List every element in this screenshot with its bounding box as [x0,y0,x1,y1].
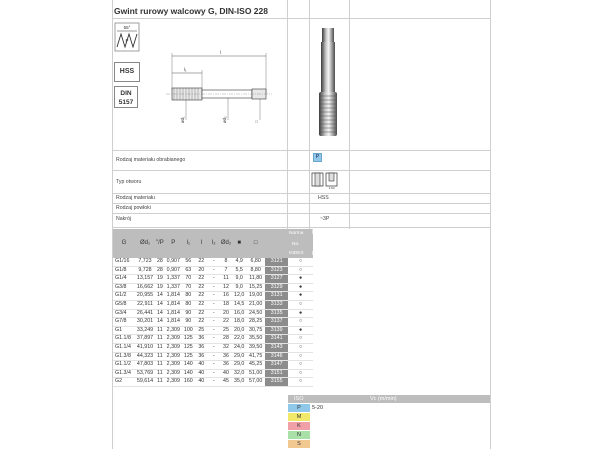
table-cell: 11 [155,378,165,387]
table-cell: ● [288,283,313,292]
table-cell: 22 [195,309,208,318]
table-cell: 22 [195,300,208,309]
table-cell: 3151 [265,369,288,378]
table-cell: 41,910 [135,343,155,352]
table-cell: 160 [182,378,195,387]
table-cell: 3155 [265,378,288,387]
table-cell: ● [288,275,313,284]
table-cell: 140 [182,369,195,378]
grid-line [112,213,490,214]
table-cell: 40 [195,378,208,387]
table-row [113,258,313,266]
table-cell: G1/4 [113,275,135,284]
table-cell: 36 [220,352,232,361]
table-cell: 90 [182,309,195,318]
dim-l1-label: l₁ [184,67,187,72]
table-cell: 16,662 [135,283,155,292]
through-hole-icon [312,173,323,186]
table-cell: 35,0 [232,378,246,387]
table-cell: 14 [155,309,165,318]
iso-row [288,431,488,439]
prop-label-chamfer: Nakrój [116,216,131,222]
table-cell: 30,201 [135,318,155,327]
blind-hole-icon [326,173,337,190]
table-cell: ○ [288,266,313,275]
table-cell: - [208,283,220,292]
table-cell: 18,0 [232,318,246,327]
table-cell: 25 [195,326,208,335]
table-row [113,352,313,361]
grid-line [112,170,490,171]
index-value: E1-131051 [312,251,338,257]
table-cell: 70 [182,275,195,284]
table-row [113,283,313,292]
table-cell: 80 [182,292,195,301]
table-cell: 3121 [265,258,288,266]
grid-line [490,0,491,449]
table-cell: 40 [195,369,208,378]
table-cell: 9,0 [232,275,246,284]
table-cell: 63 [182,266,195,275]
table-cell: 32 [220,343,232,352]
table-cell: G5/8 [113,300,135,309]
table-cell: 2,309 [165,361,182,370]
table-cell: 22,0 [232,335,246,344]
col-header-p: P [165,229,182,258]
table-cell: 22 [195,292,208,301]
table-cell: - [208,378,220,387]
dim-d1-label: ød₁ [180,116,185,123]
table-cell: 21,00 [246,300,265,309]
prop-value-chamfer: ~3P [320,216,330,222]
table-cell: 11 [155,361,165,370]
table-cell: - [208,318,220,327]
table-row [113,292,313,301]
col-header-l1: l₁ [182,229,195,258]
table-row [113,369,313,378]
table-cell: G1/2 [113,292,135,301]
col-header-g: G [113,229,135,258]
table-row [113,378,313,387]
table-cell: 3135 [265,309,288,318]
grid-line [287,0,288,229]
table-cell: 36 [195,335,208,344]
table-cell: 4,9 [232,258,246,266]
col-header-l2: l₂ [208,229,220,258]
col-header-tpi: "/P [155,229,165,258]
table-cell: ● [288,326,313,335]
table-cell: 2,309 [165,352,182,361]
table-cell: - [208,335,220,344]
dim-l-label: l [220,50,221,55]
angle-label: 55° [123,25,131,30]
table-cell: 59,614 [135,378,155,387]
table-cell: 3146 [265,352,288,361]
grid-line [112,203,490,204]
table-cell: 9,0 [232,283,246,292]
table-cell: 140 [182,361,195,370]
table-cell: 125 [182,343,195,352]
table-cell: 125 [182,335,195,344]
table-cell: 37,897 [135,335,155,344]
table-cell: 1,814 [165,300,182,309]
table-cell: 35,50 [246,335,265,344]
iso-row [288,422,488,430]
table-cell: 15,25 [246,283,265,292]
table-cell: 9,728 [135,266,155,275]
table-row [113,326,313,335]
table-cell: 39,50 [246,343,265,352]
table-cell: 20,955 [135,292,155,301]
col-header-meta [265,229,288,258]
no-label: No. [292,242,300,247]
table-cell: 28 [155,258,165,266]
table-cell: 7 [220,266,232,275]
grid-line [112,193,490,194]
table-cell: 3133 [265,300,288,309]
table-cell: 22,911 [135,300,155,309]
table-cell: 22 [195,283,208,292]
table-cell: - [208,361,220,370]
table-cell: 3141 [265,335,288,344]
iso-code: P [288,404,310,412]
hss-badge: HSS [114,62,140,82]
dim-d2-label: ød₂ [222,116,227,123]
col-header-square: ■ [232,229,246,258]
table-cell: 2,309 [165,326,182,335]
table-cell: - [208,369,220,378]
prop-label-material: Rodzaj materiału [116,195,155,201]
table-cell: 3139 [265,326,288,335]
norma-label: Norma [289,231,304,236]
table-cell: G7/8 [113,318,135,327]
table-cell: 11 [155,326,165,335]
table-cell: 22 [195,318,208,327]
table-row [113,335,313,344]
table-cell: 11 [220,275,232,284]
table-cell: ○ [288,318,313,327]
table-cell: - [208,266,220,275]
table-cell: 28 [220,335,232,344]
table-cell: 12,0 [232,292,246,301]
table-cell: 1,814 [165,309,182,318]
iso-table-header [288,395,490,403]
iso-code: K [288,422,310,430]
table-cell: 125 [182,352,195,361]
table-cell: ○ [288,369,313,378]
iso-header: ISO [294,396,304,402]
table-cell: - [208,300,220,309]
table-cell: 1,814 [165,292,182,301]
table-row [113,318,313,327]
table-cell: 14 [155,292,165,301]
table-cell: 30,75 [246,326,265,335]
table-cell: 57,00 [246,378,265,387]
table-cell: G1.1/4 [113,343,135,352]
table-row [113,300,313,309]
table-cell: 11 [155,343,165,352]
table-cell: 7,723 [135,258,155,266]
table-cell: 2,309 [165,378,182,387]
table-cell: 14 [155,318,165,327]
table-cell: 13,157 [135,275,155,284]
table-cell: 45,25 [246,361,265,370]
grid-line [112,150,490,151]
iso-code: S [288,440,310,448]
table-cell: 16,0 [232,309,246,318]
table-cell: - [208,309,220,318]
table-cell: 3127 [265,275,288,284]
table-cell: ○ [288,352,313,361]
index-label: INDEX [289,251,304,256]
tap-photo [312,24,346,146]
table-cell: G1.1/8 [113,335,135,344]
table-cell: 19 [155,283,165,292]
table-cell: 2,309 [165,343,182,352]
table-cell: 12 [220,283,232,292]
table-cell: 3143 [265,343,288,352]
table-cell: 28 [155,266,165,275]
table-cell: ○ [288,300,313,309]
table-cell: 36 [195,343,208,352]
table-cell: 24,0 [232,343,246,352]
grid-line [112,18,490,19]
table-cell: 11 [155,352,165,361]
table-cell: 33,249 [135,326,155,335]
table-cell: 2,309 [165,369,182,378]
table-cell: 100 [182,326,195,335]
table-cell: 0,907 [165,266,182,275]
norma-value: DIN-5157 [312,230,338,236]
table-cell: 1,337 [165,275,182,284]
table-cell: 20,0 [232,326,246,335]
grid-line [112,227,490,228]
table-cell: 22 [195,258,208,266]
table-cell: 70 [182,283,195,292]
table-cell: 26,441 [135,309,155,318]
table-cell: G3/8 [113,283,135,292]
table-cell: G1.1/2 [113,361,135,370]
grid-line [309,0,310,229]
din-badge [114,86,138,108]
table-cell: 16 [220,292,232,301]
col-header-d2: Ød₂ [220,229,232,258]
thread-profile-icon [114,22,140,52]
table-cell: 53,769 [135,369,155,378]
table-cell: G2 [113,378,135,387]
table-cell: 19,00 [246,292,265,301]
table-cell: - [208,352,220,361]
table-cell: ● [288,309,313,318]
prop-label-coating: Rodzaj powłoki [116,205,151,211]
table-cell: 24,50 [246,309,265,318]
prop-label-workpiece-material: Rodzaj materiału obrabianego [116,157,186,163]
vc-header: Vc (m/min) [370,396,397,402]
table-row [113,275,313,284]
table-cell: 36 [195,352,208,361]
table-cell: - [208,275,220,284]
table-cell: - [208,258,220,266]
table-cell: 8 [220,258,232,266]
table-cell: - [208,326,220,335]
din-badge-line1: DIN [120,90,132,97]
table-cell: 80 [182,300,195,309]
table-cell: 3129 [265,283,288,292]
table-cell: 90 [182,318,195,327]
table-cell: G1.3/4 [113,369,135,378]
page-title: Gwint rurowy walcowy G, DIN-ISO 228 [114,6,268,16]
table-cell: 40 [195,361,208,370]
table-cell: G1/8 [113,266,135,275]
table-cell: 5,5 [232,266,246,275]
prop-label-hole-type: Typ otworu [116,179,142,185]
table-row [113,343,313,352]
iso-vc-value: 5-20 [312,405,324,411]
tap-technical-drawing [158,48,282,124]
table-cell: G1.3/8 [113,352,135,361]
table-cell: 1,814 [165,318,182,327]
table-cell: 19 [155,275,165,284]
table-cell: 3137 [265,318,288,327]
table-cell: 6,80 [246,258,265,266]
table-cell: 32,0 [232,369,246,378]
table-cell: - [208,292,220,301]
table-cell: 36 [220,361,232,370]
table-cell: ○ [288,258,313,266]
table-cell: 3131 [265,292,288,301]
col-header-drill: □ [246,229,265,258]
table-cell: 47,803 [135,361,155,370]
table-cell: 11 [155,369,165,378]
iso-code: N [288,431,310,439]
table-cell: 22 [220,318,232,327]
iso-row [288,413,488,421]
table-cell: 51,00 [246,369,265,378]
iso-row [288,404,488,412]
table-cell: ○ [288,361,313,370]
table-cell: 29,0 [232,352,246,361]
col-header-l: l [195,229,208,258]
table-cell: 11,80 [246,275,265,284]
table-cell: 40 [220,369,232,378]
iso-row [288,440,488,448]
table-cell: 0,907 [165,258,182,266]
table-cell: 56 [182,258,195,266]
spec-table [113,229,313,387]
table-cell: G1 [113,326,135,335]
table-cell: G1/16 [113,258,135,266]
dim-sq-label: □ [254,120,259,123]
table-cell: 3147 [265,361,288,370]
table-cell: ○ [288,343,313,352]
grid-line [349,0,350,229]
table-cell: 14 [155,300,165,309]
table-cell: 29,0 [232,361,246,370]
table-cell: 18 [220,300,232,309]
table-cell: 14,5 [232,300,246,309]
table-cell: 8,80 [246,266,265,275]
table-cell: ○ [288,335,313,344]
table-cell: 22 [195,275,208,284]
material-group-badge: P [313,153,322,162]
table-cell: 28,25 [246,318,265,327]
table-row [113,361,313,370]
iso-code: M [288,413,310,421]
col-header-d1: Ød₁ [135,229,155,258]
table-cell: 3123 [265,266,288,275]
table-cell: 1,337 [165,283,182,292]
table-cell: ● [288,292,313,301]
table-row [113,309,313,318]
table-cell: 2,309 [165,335,182,344]
din-badge-line2: 5157 [118,99,134,106]
table-cell: 45 [220,378,232,387]
table-cell: - [208,343,220,352]
prop-value-material: HSS [318,195,329,201]
blind-hole-label: 1.5d [328,186,335,190]
table-cell: 44,323 [135,352,155,361]
table-cell: 41,75 [246,352,265,361]
table-cell: ○ [288,378,313,387]
hole-type-icons [311,172,339,190]
table-cell: 25 [220,326,232,335]
table-row [113,266,313,275]
profile-letter: P [125,38,129,43]
table-cell: G3/4 [113,309,135,318]
table-cell: 20 [220,309,232,318]
table-cell: 11 [155,335,165,344]
table-cell: 20 [195,266,208,275]
